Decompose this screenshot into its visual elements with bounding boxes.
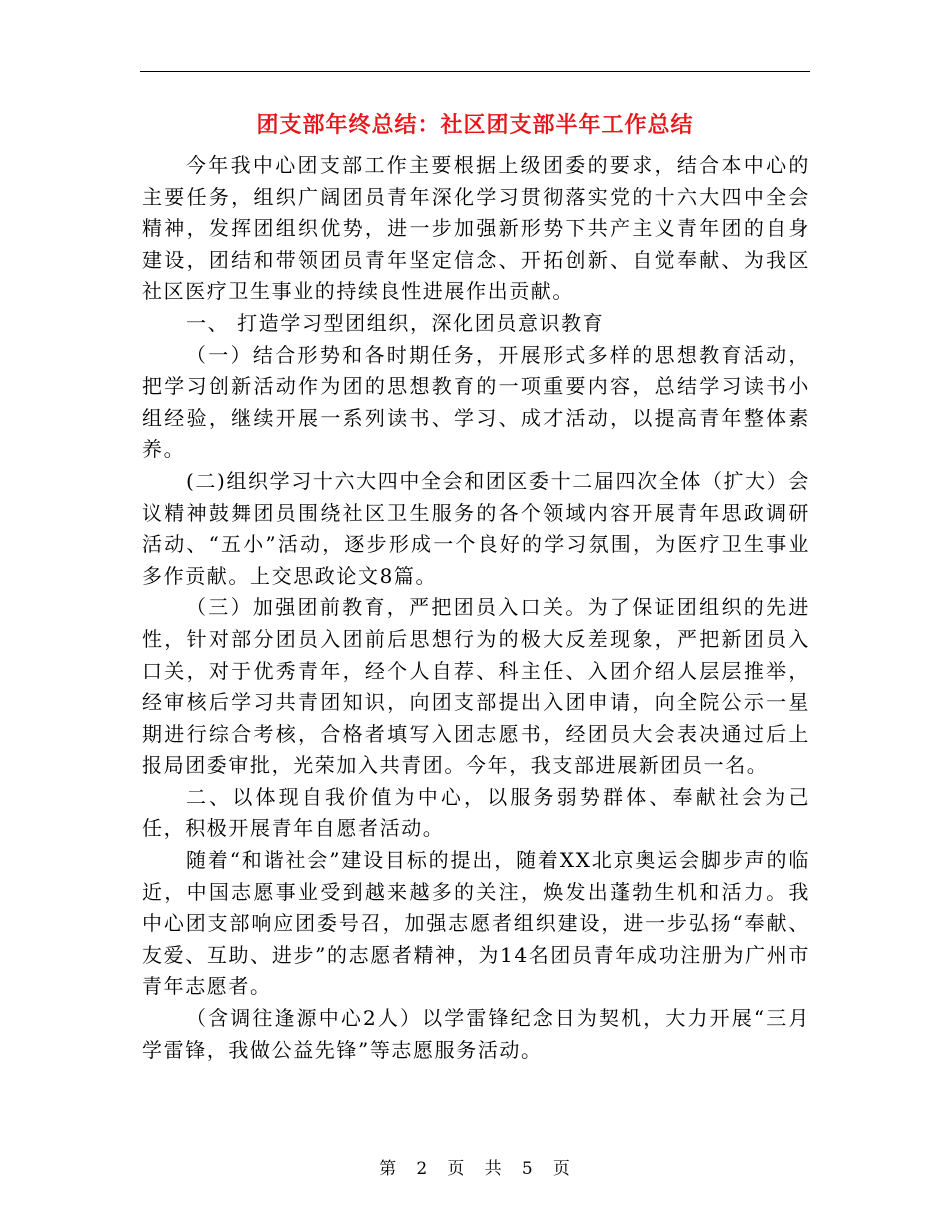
footer-prefix: 第 [379,1159,398,1179]
section-heading-1: 一、 打造学习型团组织，深化团员意识教育 [186,310,605,335]
page-footer [140,1154,810,1179]
paragraph-1-3: （三）加强团前教育，严把团员入口关。为了保证团组织的先进性，针对部分团员入团前后思想行为的极大反差现象，严把新团员入口关，对于优秀青年，经个人自荐、科主任、入团介绍人层层推举，经审核后学习共青团知识，向团支部提出入团申请，向全院公示一星期进行综合考核，合格者填写入团志愿书，经团员大会表决通过后上报局团委审批，光荣加入共青团。今年，我支部进展新团员一名。 [142,595,810,778]
document-body [142,150,810,1066]
paragraph-1-1: （一）结合形势和各时期任务，开展形式多样的思想教育活动，把学习创新活动作为团的思想教育的一项重要内容，总结学习读书小组经验，继续开展一系列读书、学习、成才活动，以提高青年整体素养。 [142,342,810,462]
paragraph-2-1: 随着“和谐社会”建设目标的提出，随着XX北京奥运会脚步声的临近，中国志愿事业受到越来越多的关注，焕发出蓬勃生机和活力。我中心团支部响应团委号召，加强志愿者组织建设，进一步弘扬“奉献、友爱、互助、进步”的志愿者精神，为14名团员青年成功注册为广州市青年志愿者。 [142,848,810,999]
header-rule [140,71,810,72]
paragraph-intro: 今年我中心团支部工作主要根据上级团委的要求，结合本中心的主要任务，组织广阔团员青年深化学习贯彻落实党的十六大四中全会精神，发挥团组织优势，进一步加强新形势下共产主义青年团的自身建设，团结和带领团员青年坚定信念、开拓创新、自觉奉献、为我区社区医疗卫生事业的持续良性进展作出贡献。 [142,153,810,304]
section-heading-2: 二、以体现自我价值为中心，以服务弱势群体、奉献社会为己任，积极开展青年自愿者活动。 [142,784,810,841]
footer-suffix: 页 [552,1159,571,1179]
footer-page-label: 页 [447,1159,466,1179]
footer-total-label: 共 [484,1159,503,1179]
paragraph-1-2: (二)组织学习十六大四中全会和团区委十二届四次全体（扩大）会议精神鼓舞团员围绕社区卫生服务的各个领域内容开展青年思政调研活动、“五小”活动，逐步形成一个良好的学习氛围，为医疗卫生事业多作贡献。上交思政论文8篇。 [142,468,810,588]
paragraph-2-2: （含调往逢源中心2人）以学雷锋纪念日为契机，大力开展“三月学雷锋，我做公益先锋”等志愿服务活动。 [142,1006,810,1062]
footer-total-pages: 5 [521,1159,534,1179]
document-title: 团支部年终总结：社区团支部半年工作总结 [256,112,694,138]
footer-current-page: 2 [416,1159,429,1179]
